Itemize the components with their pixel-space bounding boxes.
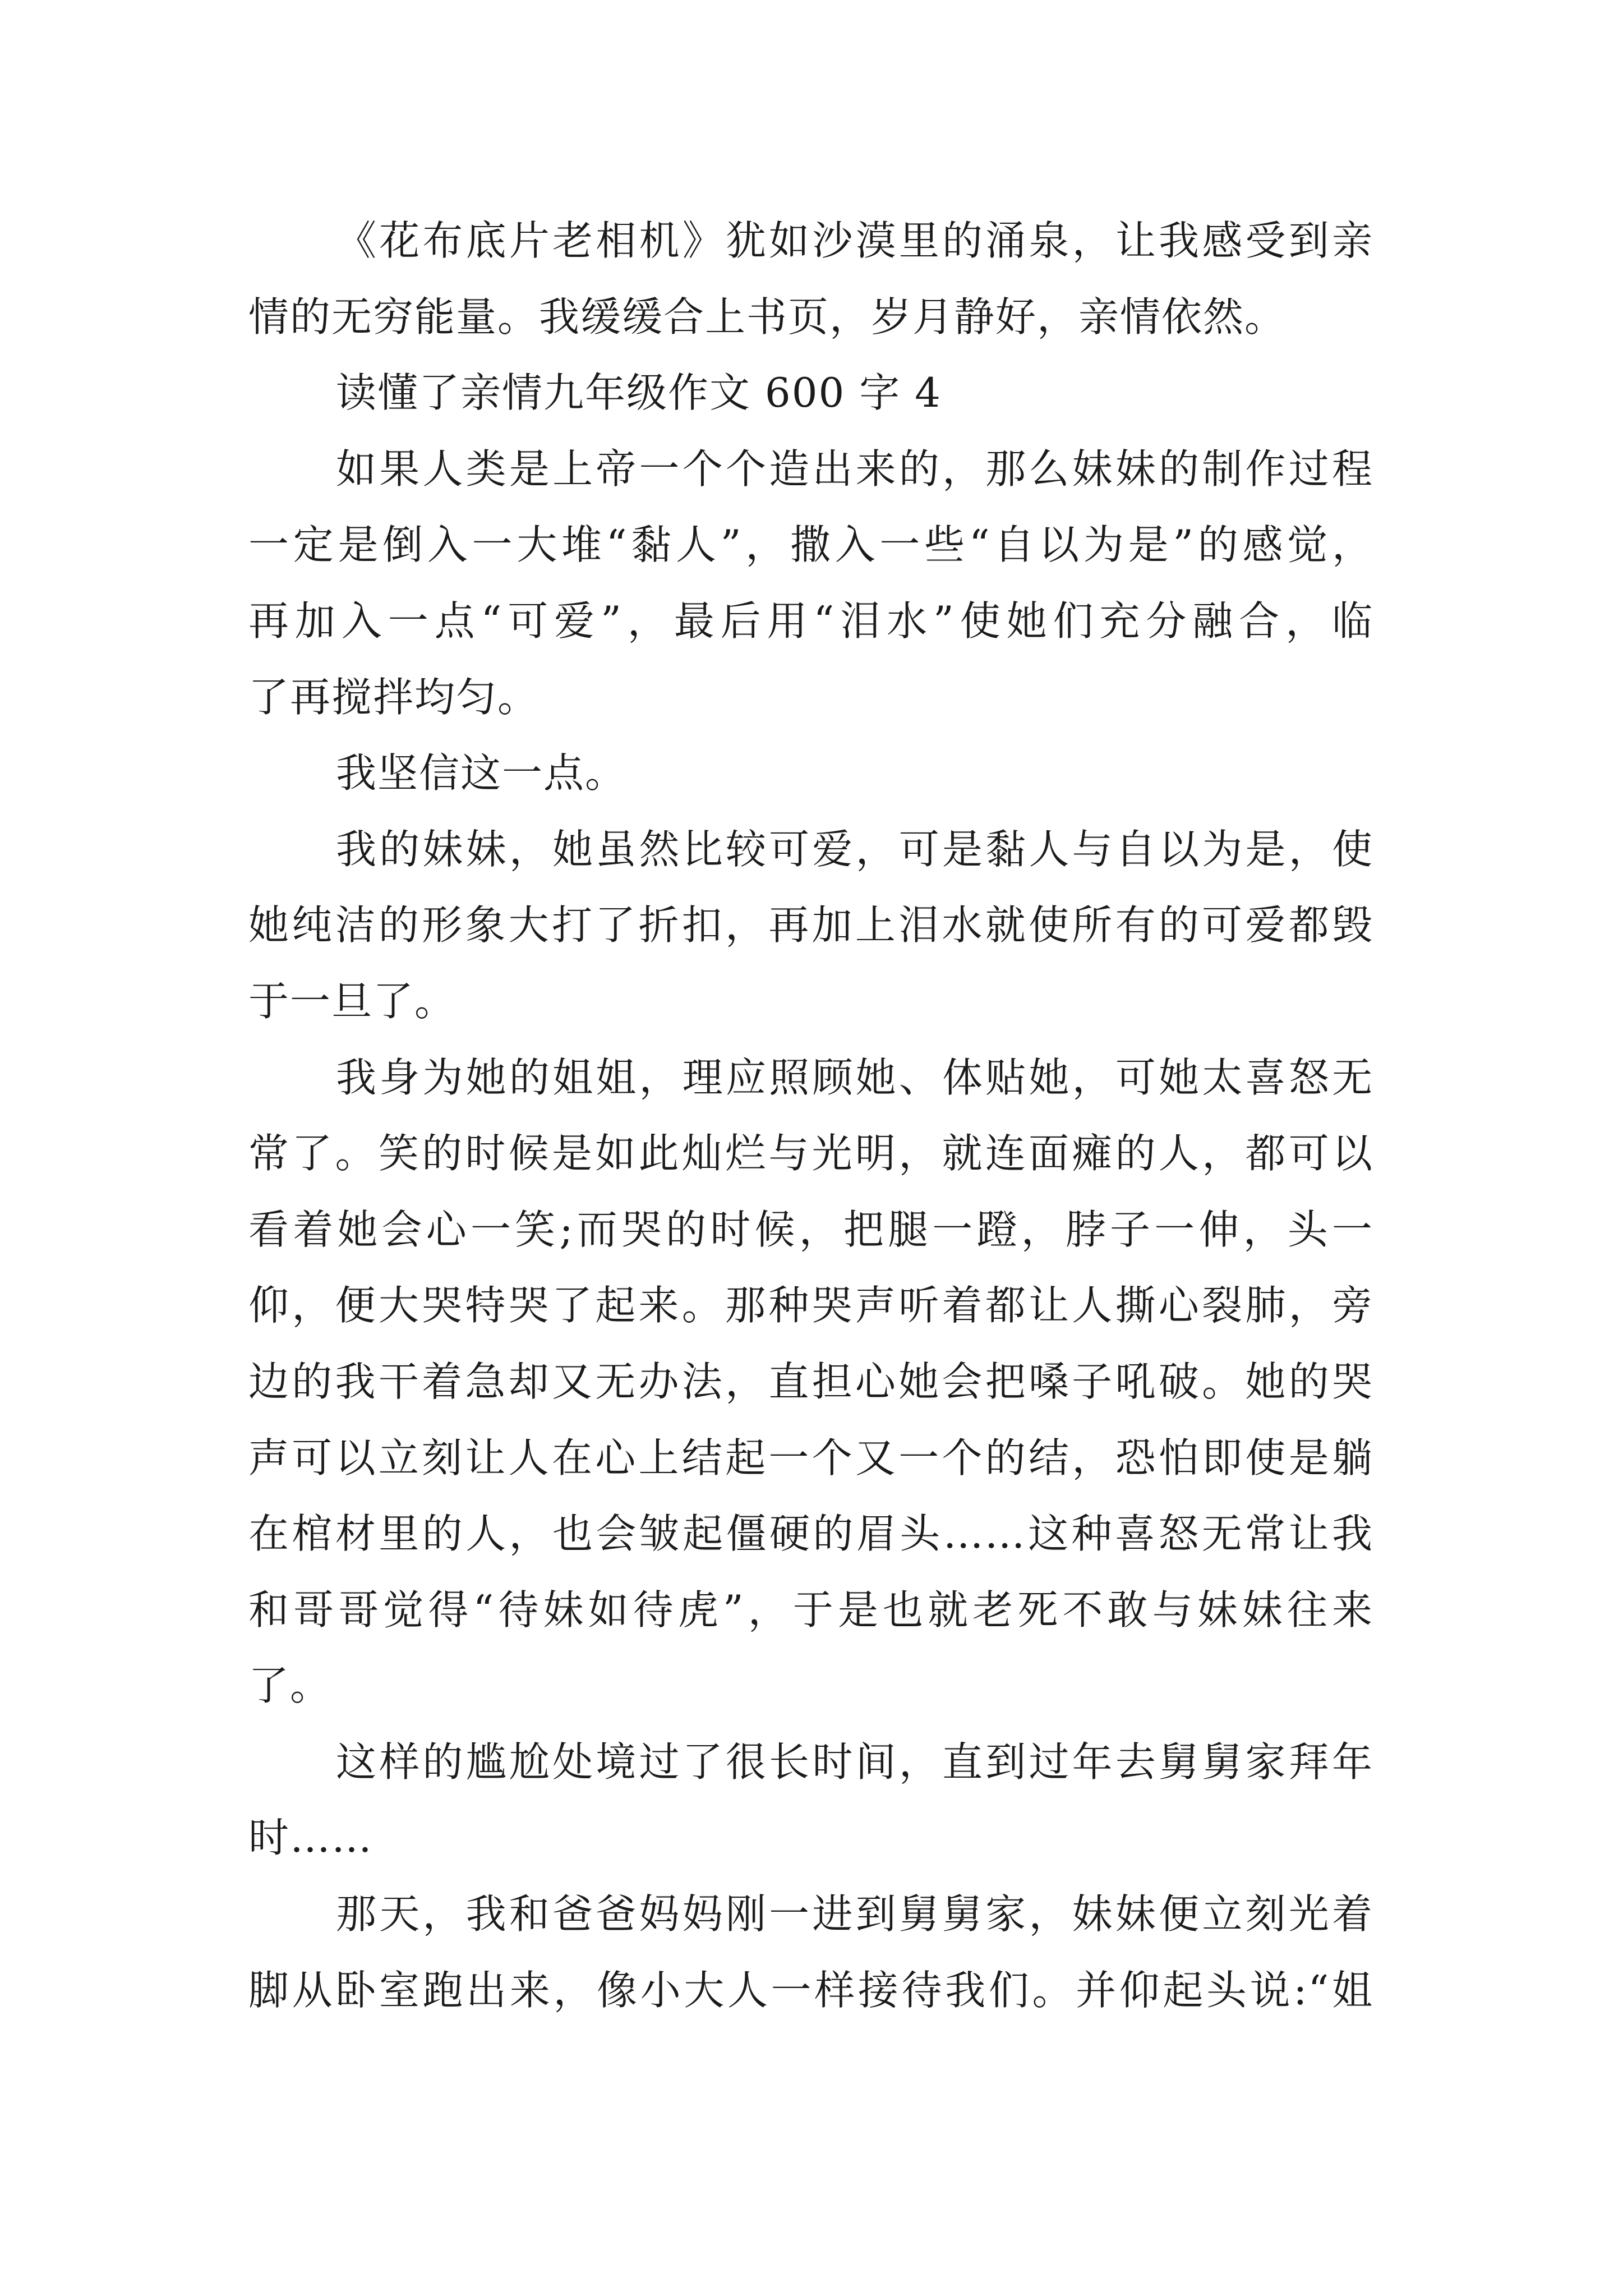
text-line: 脚从卧室跑出来，像小大人一样接待我们。并仰起头说:“姐 <box>248 1966 1373 2014</box>
text-line: 这样的尴尬处境过了很长时间，直到过年去舅舅家拜年 <box>336 1738 1373 1786</box>
text-line: 了再搅拌均匀。 <box>248 673 540 721</box>
text-line: 我身为她的姐姐，理应照顾她、体贴她，可她太喜怒无 <box>336 1053 1373 1101</box>
text-line: 如果人类是上帝一个个造出来的，那么妹妹的制作过程 <box>336 445 1373 493</box>
text-line: 我坚信这一点。 <box>336 749 627 797</box>
text-line: 看着她会心一笑;而哭的时候，把腿一蹬，脖子一伸，头一 <box>248 1205 1373 1253</box>
text-line: 了。 <box>248 1662 332 1710</box>
text-line: 《花布底片老相机》犹如沙漠里的涌泉，让我感受到亲 <box>336 217 1373 264</box>
text-line: 那天，我和爸爸妈妈刚一进到舅舅家，妹妹便立刻光着 <box>336 1890 1373 1938</box>
section-heading: 读懂了亲情九年级作文 600 字 4 <box>336 369 942 417</box>
text-line: 情的无穷能量。我缓缓合上书页，岁月静好，亲情依然。 <box>248 293 1287 341</box>
text-line: 边的我干着急却又无办法，直担心她会把嗓子吼破。她的哭 <box>248 1358 1373 1405</box>
text-line: 于一旦了。 <box>248 977 457 1025</box>
text-line: 一定是倒入一大堆“黏人”，撒入一些“自以为是”的感觉， <box>248 521 1373 569</box>
text-line: 和哥哥觉得“待妹如待虎”，于是也就老死不敢与妹妹往来 <box>248 1586 1373 1634</box>
text-line: 仰，便大哭特哭了起来。那种哭声听着都让人撕心裂肺，旁 <box>248 1282 1373 1329</box>
text-line: 我的妹妹，她虽然比较可爱，可是黏人与自以为是，使 <box>336 825 1373 873</box>
text-line: 再加入一点“可爱”，最后用“泪水”使她们充分融合，临 <box>248 597 1373 645</box>
text-line: 在棺材里的人，也会皱起僵硬的眉头……这种喜怒无常让我 <box>248 1510 1373 1558</box>
text-line: 声可以立刻让人在心上结起一个又一个的结，恐怕即使是躺 <box>248 1434 1373 1481</box>
document-body <box>248 203 1373 2028</box>
text-line: 常了。笑的时候是如此灿烂与光明，就连面瘫的人，都可以 <box>248 1130 1373 1177</box>
text-line: 她纯洁的形象大打了折扣，再加上泪水就使所有的可爱都毁 <box>248 901 1373 949</box>
text-line: 时…… <box>248 1814 374 1862</box>
